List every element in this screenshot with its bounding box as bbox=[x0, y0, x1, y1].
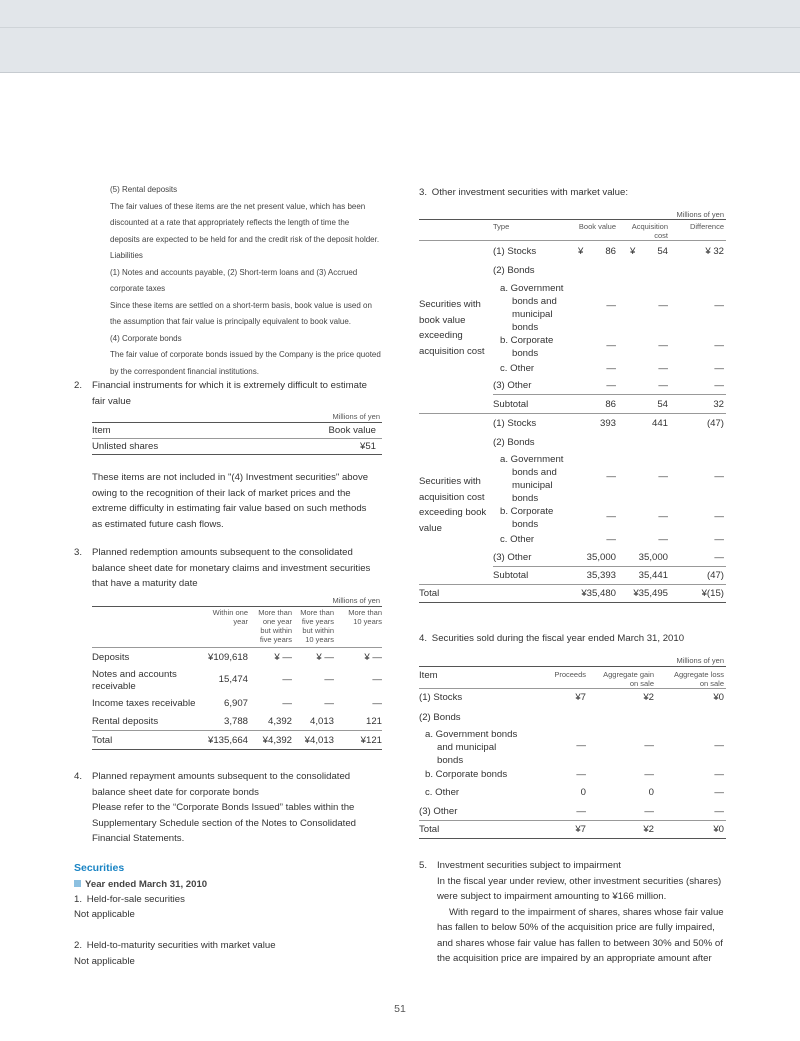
s4-line: Financial Statements. bbox=[92, 833, 185, 844]
r3-a-stocks-book: 86 bbox=[605, 246, 616, 257]
r5-line: the acquisition price are impaired by an appropriate amount after bbox=[437, 953, 712, 964]
r3-rule-total bbox=[419, 584, 726, 585]
s3-cell: 15,474 bbox=[218, 674, 248, 685]
s3-h4 bbox=[336, 608, 382, 626]
securities-heading: Securities bbox=[74, 862, 125, 874]
r3-a-gov bbox=[500, 282, 563, 334]
r3-b-other3-book: 35,000 bbox=[586, 552, 616, 563]
s3-cell: — bbox=[282, 674, 292, 685]
s3-total-cell: ¥4,013 bbox=[304, 735, 334, 746]
r3-dash: — bbox=[714, 511, 724, 522]
s3-h3-l4: 10 years bbox=[305, 635, 334, 644]
r5-line: and shares whose fair value has fallen to between 30% and 50% of bbox=[437, 937, 723, 949]
r3-a-stocks-acq: 54 bbox=[657, 246, 668, 257]
r3-b-subtotal-label: Subtotal bbox=[493, 570, 529, 581]
rental-p4: (4) Corporate bonds bbox=[110, 333, 182, 343]
r4-h-gain-l1: Aggregate gain bbox=[603, 670, 654, 679]
r4-total-gain: ¥2 bbox=[643, 824, 654, 835]
r4-stocks-label: (1) Stocks bbox=[419, 692, 463, 703]
s4-line: Planned repayment amounts subsequent to the consolidated bbox=[92, 771, 351, 782]
s2-para-l2: owing to the recognition of their lack of market prices and the bbox=[92, 487, 351, 499]
rental-p1-l3: deposits are expected to be held for and the credit risk of the deposit holder. bbox=[110, 234, 380, 244]
r4-rule-top bbox=[419, 666, 726, 667]
s3-row-label bbox=[92, 669, 177, 693]
s3-cell: 121 bbox=[365, 716, 382, 727]
r4-stocks-proceeds: ¥7 bbox=[575, 692, 586, 703]
r3-a-other-c: c. Other bbox=[500, 363, 535, 374]
rental-p3-l2: the assumption that fair value is principally equivalent to book value. bbox=[110, 317, 352, 326]
r3-a-gov-l1: a. Government bbox=[500, 283, 564, 294]
r3-dash: — bbox=[714, 380, 724, 391]
r4-dash: — bbox=[576, 806, 586, 817]
securities-item2: 2. Held-to-maturity securities with market value bbox=[74, 940, 276, 951]
r4-dash: — bbox=[576, 769, 586, 780]
r4-total-label: Total bbox=[419, 824, 440, 835]
r3-dash: — bbox=[714, 300, 724, 311]
s3-row-label: Deposits bbox=[92, 652, 130, 663]
r3-b-corp-l1: b. Corporate bbox=[500, 506, 554, 517]
s3-cell: ¥ — bbox=[316, 652, 334, 663]
s3-total-cell: ¥4,392 bbox=[262, 735, 292, 746]
r3-dash: — bbox=[606, 534, 616, 545]
r3-group-a-l1: Securities with bbox=[419, 299, 481, 310]
r3-a-subtotal-book: 86 bbox=[605, 399, 616, 410]
r3-total-book: ¥35,480 bbox=[581, 588, 616, 599]
rental-p2-l1: (1) Notes and accounts payable, (2) Short-term loans and (3) Accrued bbox=[110, 267, 358, 277]
r3-group-a-l4: acquisition cost bbox=[419, 345, 485, 357]
s2-title bbox=[92, 378, 392, 409]
r4-gov-l1: a. Government bonds bbox=[425, 729, 518, 740]
s3-cell: — bbox=[372, 674, 382, 685]
r3-title: 3. Other investment securities with market value: bbox=[419, 187, 629, 198]
s3-title-l1: Planned redemption amounts subsequent to the consolidated bbox=[92, 547, 353, 558]
r4-title: 4. Securities sold during the fiscal year ended March 31, 2010 bbox=[419, 633, 685, 644]
r4-h-proceeds: Proceeds bbox=[554, 670, 586, 679]
r3-b-stocks-book: 393 bbox=[599, 418, 616, 429]
s4-line: Please refer to the “Corporate Bonds Issued” tables within the bbox=[92, 802, 355, 813]
r3-dash: — bbox=[714, 471, 724, 482]
s3-total-cell: ¥135,664 bbox=[207, 735, 248, 746]
s2-row-label: Unlisted shares bbox=[92, 441, 159, 452]
s3-row-label: Rental deposits bbox=[92, 716, 159, 727]
s3-h3 bbox=[292, 608, 334, 644]
s3-cell: — bbox=[372, 698, 382, 709]
r3-b-stocks-diff: (47) bbox=[706, 418, 724, 429]
r4-stocks-gain: ¥2 bbox=[643, 692, 654, 703]
s3-row-label-l1: Notes and accounts bbox=[92, 669, 177, 680]
s2-title-l2: fair value bbox=[92, 395, 131, 407]
r4-other-c-label: c. Other bbox=[425, 787, 460, 798]
r3-a-stocks-label: (1) Stocks bbox=[493, 246, 537, 257]
r3-rule-bottom bbox=[419, 602, 726, 603]
s3-row-label: Income taxes receivable bbox=[92, 698, 196, 709]
s3-cell: ¥109,618 bbox=[207, 652, 248, 663]
s3-cell: 6,907 bbox=[223, 698, 248, 709]
r3-a-corp bbox=[500, 334, 553, 360]
securities-na1: Not applicable bbox=[74, 909, 135, 920]
s4-text bbox=[92, 769, 392, 847]
r4-total-loss: ¥0 bbox=[713, 824, 724, 835]
header-band bbox=[0, 0, 800, 73]
r3-total-acq: ¥35,495 bbox=[633, 588, 668, 599]
s4-line: Supplementary Schedule section of the Notes to Consolidated bbox=[92, 817, 356, 829]
r3-dash: — bbox=[658, 340, 668, 351]
r3-h-acq-l1: Acquisition bbox=[631, 222, 668, 231]
s3-cell: 3,788 bbox=[223, 716, 248, 727]
r4-h-loss-l2: on sale bbox=[699, 679, 724, 688]
r3-b-corp bbox=[500, 505, 553, 531]
securities-na2: Not applicable bbox=[74, 956, 135, 967]
r3-b-stocks-label: (1) Stocks bbox=[493, 418, 537, 429]
r3-b-gov-l3: municipal bbox=[512, 480, 553, 491]
r4-h-loss-l1: Aggregate loss bbox=[673, 670, 724, 679]
r5-line: Investment securities subject to impairment bbox=[437, 860, 621, 871]
r3-group-b-l1: Securities with bbox=[419, 476, 481, 487]
s3-cell: ¥ — bbox=[274, 652, 292, 663]
s3-h2-l4: five years bbox=[259, 635, 292, 644]
s3-h1 bbox=[200, 608, 248, 626]
r3-b-other3-acq: 35,000 bbox=[638, 552, 668, 563]
r3-a-stocks-diff: ¥ 32 bbox=[705, 246, 724, 257]
r4-unit: Millions of yen bbox=[676, 656, 724, 665]
r3-b-gov-l4: bonds bbox=[512, 493, 539, 504]
r4-h-gain-l2: on sale bbox=[629, 679, 654, 688]
r4-corp: b. Corporate bonds bbox=[425, 769, 508, 780]
s3-h4-l2: 10 years bbox=[353, 617, 382, 626]
r4-other3: (3) Other bbox=[419, 806, 458, 817]
s3-rule-bottom bbox=[92, 749, 382, 750]
r5-line: In the fiscal year under review, other investment securities (shares) bbox=[437, 875, 722, 887]
r3-b-other3: (3) Other bbox=[493, 552, 532, 563]
r3-b-gov bbox=[500, 453, 563, 505]
securities-year-text: Year ended March 31, 2010 bbox=[85, 879, 208, 890]
r3-dash: — bbox=[606, 340, 616, 351]
r5-text bbox=[437, 858, 737, 967]
r4-total-proceeds: ¥7 bbox=[575, 824, 586, 835]
r3-b-other3-diff: — bbox=[714, 552, 724, 563]
securities-item1: 1. Held-for-sale securities bbox=[74, 894, 185, 905]
rental-p1-l2: discounted at a rate that appropriately reflects the length of time the bbox=[110, 218, 350, 227]
r3-a-corp-l1: b. Corporate bbox=[500, 335, 554, 346]
r3-group-b-l4: value bbox=[419, 522, 442, 534]
r3-dash: — bbox=[606, 471, 616, 482]
r3-a-gov-l4: bonds bbox=[512, 322, 539, 333]
r3-dash: — bbox=[658, 471, 668, 482]
s3-h2-l1: More than bbox=[258, 608, 292, 617]
s3-cell: 4,013 bbox=[309, 716, 334, 727]
r4-dash: — bbox=[714, 740, 724, 751]
r3-b-gov-l2: bonds and bbox=[512, 467, 557, 478]
r3-dash: — bbox=[606, 363, 616, 374]
s3-rule-top bbox=[92, 606, 382, 607]
s2-para-l4: as estimated future cash flows. bbox=[92, 518, 224, 530]
s2-col-item: Item bbox=[92, 425, 111, 436]
s2-number: 2. bbox=[74, 380, 83, 391]
r3-a-subtotal-label: Subtotal bbox=[493, 399, 529, 410]
rental-p1-l1: The fair values of these items are the net present value, which has been bbox=[110, 201, 366, 211]
r3-group-a-l3: exceeding bbox=[419, 330, 463, 341]
r4-other-c-loss: — bbox=[714, 787, 724, 798]
r3-b-subtotal-diff: (47) bbox=[706, 570, 724, 581]
r4-dash: — bbox=[644, 769, 654, 780]
r4-gov-l2: and municipal bbox=[437, 742, 497, 753]
s2-paragraph bbox=[92, 470, 392, 532]
r3-h-book: Book value bbox=[578, 222, 616, 231]
s3-title bbox=[92, 545, 392, 592]
r3-b-bonds: (2) Bonds bbox=[493, 437, 535, 448]
s3-title-l3: that have a maturity date bbox=[92, 578, 198, 589]
s2-rule-mid bbox=[92, 438, 382, 439]
r3-dash: — bbox=[714, 363, 724, 374]
r3-b-rule-subtotal bbox=[493, 566, 726, 567]
r4-other-c-proceeds: 0 bbox=[580, 787, 586, 798]
r3-dash: — bbox=[606, 300, 616, 311]
page-number: 51 bbox=[394, 1003, 406, 1015]
s3-total-label: Total bbox=[92, 735, 113, 746]
s3-cell: — bbox=[324, 674, 334, 685]
rental-p5-l1: The fair value of corporate bonds issued by the Company is the price quoted bbox=[110, 350, 381, 359]
r3-group-b-l2: acquisition cost bbox=[419, 491, 485, 503]
r3-rule-top bbox=[419, 219, 726, 220]
rental-p2-l2: corporate taxes bbox=[110, 284, 166, 293]
r4-gov bbox=[425, 728, 517, 767]
s3-rule-total bbox=[92, 730, 382, 731]
r3-a-gov-l3: municipal bbox=[512, 309, 553, 320]
r4-rule-bottom bbox=[419, 838, 726, 839]
s3-rule-mid bbox=[92, 647, 382, 648]
r3-dash: — bbox=[658, 380, 668, 391]
r3-group-a-l2: book value bbox=[419, 314, 466, 326]
r3-a-bonds: (2) Bonds bbox=[493, 265, 535, 276]
r3-b-corp-l2: bonds bbox=[512, 519, 539, 530]
r3-group-b-l3: exceeding book bbox=[419, 507, 487, 518]
r3-b-subtotal-acq: 35,441 bbox=[638, 570, 668, 581]
r4-dash: — bbox=[714, 769, 724, 780]
s2-para-l1: These items are not included in "(4) Investment securities" above bbox=[92, 472, 369, 483]
r3-total-diff: ¥(15) bbox=[701, 588, 724, 599]
r4-rule-header bbox=[419, 688, 726, 689]
s3-total-cell: ¥121 bbox=[360, 735, 382, 746]
r4-dash: — bbox=[644, 740, 654, 751]
s3-h3-l1: More than bbox=[300, 608, 334, 617]
rental-deposits-note bbox=[110, 182, 390, 380]
s3-number: 3. bbox=[74, 547, 83, 558]
s3-h1-l1: Within one bbox=[212, 608, 248, 617]
r3-unit: Millions of yen bbox=[676, 210, 724, 219]
s3-cell: ¥ — bbox=[364, 652, 382, 663]
r3-dash: — bbox=[714, 534, 724, 545]
s3-h3-l2: five years bbox=[301, 617, 334, 626]
r3-a-stocks-yen1: ¥ bbox=[578, 246, 584, 257]
s2-unit: Millions of yen bbox=[332, 412, 380, 421]
liabilities-label: Liabilities bbox=[110, 251, 143, 260]
r3-h-diff: Difference bbox=[689, 222, 724, 231]
r5-line: With regard to the impairment of shares, shares whose fair value bbox=[449, 906, 724, 918]
r4-dash: — bbox=[644, 806, 654, 817]
s3-h2-l3: but within bbox=[260, 626, 292, 635]
r3-dash: — bbox=[606, 511, 616, 522]
s3-cell: — bbox=[282, 698, 292, 709]
s2-row-value: ¥51 bbox=[359, 441, 376, 452]
r3-dash: — bbox=[658, 534, 668, 545]
r3-rule-header bbox=[419, 240, 726, 241]
r3-a-gov-l2: bonds and bbox=[512, 296, 557, 307]
r3-dash: — bbox=[658, 300, 668, 311]
s4-number: 4. bbox=[74, 771, 83, 782]
s2-rule-bottom bbox=[92, 454, 382, 455]
r3-a-other3: (3) Other bbox=[493, 380, 532, 391]
r4-h-loss bbox=[660, 670, 724, 688]
r4-dash: — bbox=[576, 740, 586, 751]
r3-b-subtotal-book: 35,393 bbox=[586, 570, 616, 581]
r3-group-divider bbox=[419, 413, 726, 414]
r3-a-rule-subtotal bbox=[493, 394, 726, 395]
s2-rule-top bbox=[92, 422, 382, 423]
s3-h3-l3: but within bbox=[302, 626, 334, 635]
r3-dash: — bbox=[658, 511, 668, 522]
header-divider bbox=[0, 27, 800, 28]
s3-title-l2: balance sheet date for monetary claims and investment securities bbox=[92, 562, 371, 574]
s2-title-l1: Financial instruments for which it is extremely difficult to estimate bbox=[92, 380, 367, 391]
r3-dash: — bbox=[606, 380, 616, 391]
s3-h4-l1: More than bbox=[348, 608, 382, 617]
rental-title: (5) Rental deposits bbox=[110, 185, 178, 194]
s3-h2-l2: one year bbox=[262, 617, 292, 626]
r5-number: 5. bbox=[419, 860, 428, 871]
r3-a-corp-l2: bonds bbox=[512, 348, 539, 359]
r3-h-acq-l2: cost bbox=[654, 231, 668, 240]
r4-other-c-gain: 0 bbox=[648, 787, 654, 798]
r3-h-type: Type bbox=[493, 222, 510, 231]
r4-rule-total bbox=[419, 820, 726, 821]
s3-h2 bbox=[250, 608, 292, 644]
s4-line: balance sheet date for corporate bonds bbox=[92, 786, 259, 798]
r3-dash: — bbox=[714, 340, 724, 351]
r3-a-subtotal-diff: 32 bbox=[713, 399, 724, 410]
r3-group-b-label bbox=[419, 474, 486, 536]
r3-b-stocks-acq: 441 bbox=[651, 418, 668, 429]
r3-dash: — bbox=[658, 363, 668, 374]
r4-gov-l3: bonds bbox=[437, 755, 464, 766]
s3-cell: 4,392 bbox=[267, 716, 292, 727]
r4-h-item: Item bbox=[419, 670, 438, 681]
s3-h1-l2: year bbox=[233, 617, 248, 626]
rental-p5-l2: by the correspondent financial institutions. bbox=[110, 366, 259, 376]
r3-total-label: Total bbox=[419, 588, 440, 599]
s2-col-book: Book value bbox=[328, 425, 376, 436]
r5-line: has fallen to below 50% of the acquisition price are fully impaired, bbox=[437, 922, 715, 933]
securities-year bbox=[74, 877, 207, 893]
r4-dash: — bbox=[714, 806, 724, 817]
r3-b-gov-l1: a. Government bbox=[500, 454, 564, 465]
r3-a-stocks-yen2: ¥ bbox=[630, 246, 636, 257]
s3-row-label-l2: receivable bbox=[92, 681, 136, 692]
rental-p3-l1: Since these items are settled on a short-term basis, book value is used on bbox=[110, 300, 372, 310]
square-bullet-icon bbox=[74, 880, 81, 887]
r3-b-other-c: c. Other bbox=[500, 534, 535, 545]
r5-line: were subject to impairment amounting to ¥166 million. bbox=[437, 891, 667, 902]
r4-stocks-loss: ¥0 bbox=[713, 692, 724, 703]
r4-bonds: (2) Bonds bbox=[419, 712, 461, 723]
s2-para-l3: extreme difficulty in estimating fair value based on such methods bbox=[92, 503, 367, 514]
s3-cell: — bbox=[324, 698, 334, 709]
r3-group-a-label bbox=[419, 297, 485, 359]
r3-a-subtotal-acq: 54 bbox=[657, 399, 668, 410]
r4-h-gain bbox=[590, 670, 654, 688]
s3-unit: Millions of yen bbox=[332, 596, 380, 605]
r3-h-acq bbox=[620, 222, 668, 240]
